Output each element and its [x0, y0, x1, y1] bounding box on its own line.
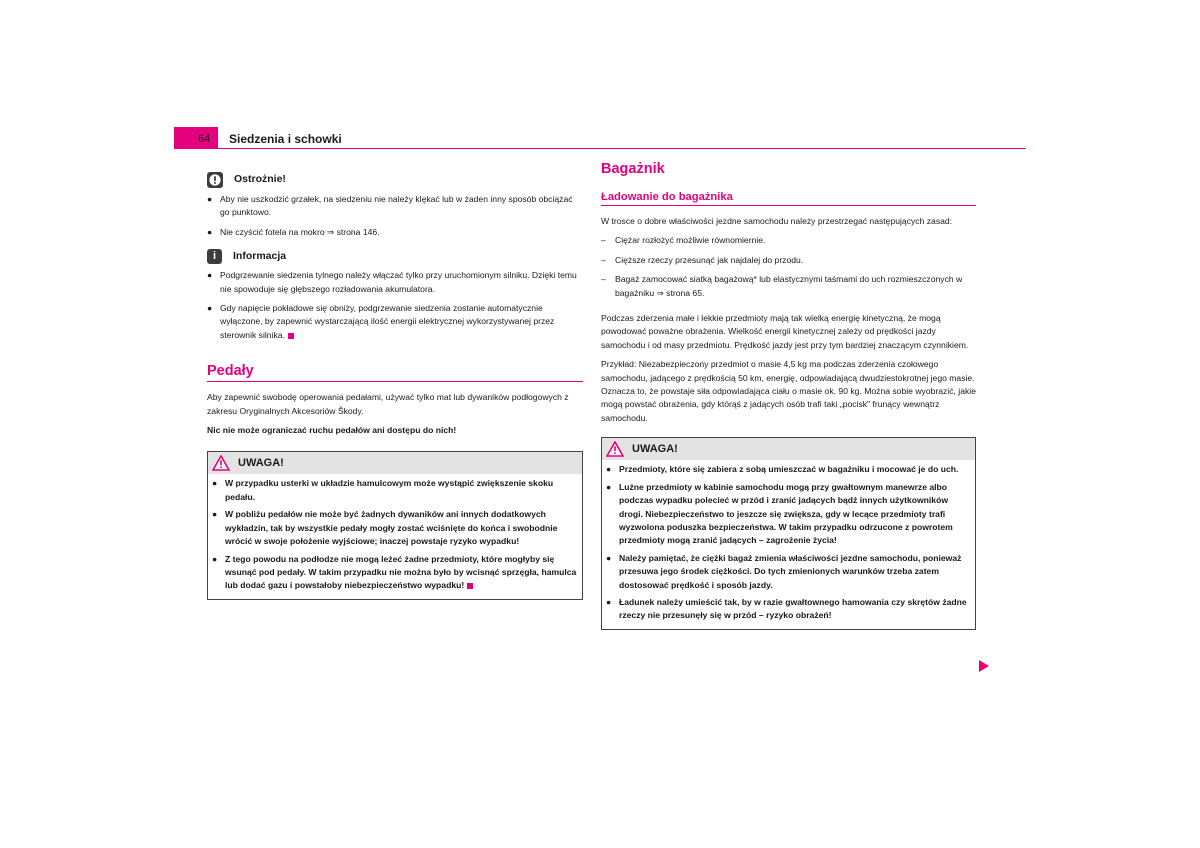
luggage-warning-box [601, 437, 976, 629]
warning-title: UWAGA! [632, 442, 678, 455]
warning-item: ● Z tego powodu na podłodze nie mogą leżeć żadne przedmioty, które mogłyby się wsunąć pod pedały. W takim przypadku nie można było by wcisnąć sprzęgła, hamulca lub dodać gazu i powstałoby niebezpieczeństwo wypadku! [212, 553, 577, 591]
header-rule [174, 148, 1026, 149]
warning-header [602, 438, 975, 460]
warning-item: ● Przedmioty, które się zabiera z sobą umieszczać w bagażniku i mocować je do uch. [606, 464, 959, 475]
end-marker [467, 583, 473, 589]
warning-triangle-icon [212, 455, 230, 471]
energy-paragraph: Podczas zderzenia małe i lekkie przedmioty mają tak wielką energię kinetyczną, że mogą powodować poważne obrażenia. Wielkość energii kinetycznej zależy od prędkości jazdy samochodu i od masy przedmiotu. Prędkość jazdy jest przy tym bardziej znaczącym czynnikiem. [601, 313, 969, 350]
info-item: ● Podgrzewanie siedzenia tylnego należy włączać tylko przy uruchomionym silniku. Dzięki temu nie spowoduje się głębszego rozładowania akumulatora. [207, 270, 577, 294]
warning-body [602, 460, 975, 628]
warning-title: UWAGA! [238, 456, 284, 469]
pedals-heading: Pedały [207, 363, 254, 380]
info-icon: i [207, 249, 222, 264]
luggage-heading: Bagażnik [601, 161, 665, 177]
loading-rule: – Bagaż zamocować siatką bagażową* lub elastycznymi taśmami do uch rozmieszczonych w bagażniku ⇒ strona 65. [601, 274, 963, 298]
warning-item: ● W przypadku usterki w układzie hamulcowym może wystąpić zwiększenie skoku pedału. [212, 478, 554, 502]
loading-intro: W trosce o dobre właściwości jezdne samochodu należy przestrzegać następujących zasad: [601, 216, 953, 226]
warning-item: ● Należy pamiętać, że ciężki bagaż zmienia właściwości jezdne samochodu, ponieważ przesuwa jego środek ciężkości. Do tych zmienionych warunków trzeba zatem dostosować prędkość i sposób jazdy. [606, 552, 962, 590]
info-title: Informacja [233, 250, 287, 263]
caution-header [207, 172, 583, 188]
info-header [207, 249, 583, 264]
right-column [601, 160, 976, 630]
pedals-heading-rule [207, 381, 583, 382]
warning-item: ● Ładunek należy umieścić tak, by w razie gwałtownego hamowania czy skrętów żadne rzeczy nie przesunęły się w przód – ryzyko obrażeń! [606, 596, 967, 621]
page-number-box [174, 127, 218, 149]
subheading-rule [601, 205, 976, 206]
pedals-paragraph: Aby zapewnić swobodę operowania pedałami, używać tylko mat lub dywaników podłogowych z zakresu Oryginalnych Akcesoriów Škody. [207, 392, 569, 416]
left-column [207, 170, 583, 600]
info-item: ● Gdy napięcie pokładowe się obniży, podgrzewanie siedzenia zostanie automatycznie wyłączone, by zapewnić wystarczającą ilość energii elektrycznej wykorzystywanej przez sterownik silnika. [207, 303, 555, 340]
example-paragraph: Przykład: Niezabezpieczony przedmiot o masie 4,5 kg ma podczas zderzenia czołowego samochodu, jadącego z prędkością 50 km, energię, odpowiadającą dwudziestokrotnej jego masie. Oznacza to, że powstaje siła odpowiadająca ciału o masie ok. 90 kg. Można sobie wyobrazić, jakie mogą powstać obrażenia, gdy którąś z jadących osób trafi taki „pocisk" frunący wewnątrz samochodu. [601, 359, 976, 423]
caution-item: ● Nie czyścić fotela na mokro ⇒ strona 146. [207, 226, 380, 237]
exclamation-circle-icon [207, 172, 223, 188]
warning-item: ● W pobliżu pedałów nie może być żadnych dywaników ani innych dodatkowych wykładzin, tak by wszystkie pedały mogły zostać wciśnięte do końca i swobodnie wrócić w swoje położenie wyjściowe; inaczej powstaje ryzyko wypadku! [212, 509, 558, 547]
loading-rule: – Cięższe rzeczy przesunąć jak najdalej do przodu. [601, 254, 804, 265]
caution-title: Ostrożnie! [234, 173, 286, 186]
warning-body [208, 474, 582, 598]
pedals-emphasis: Nic nie może ograniczać ruchu pedałów ani dostępu do nich! [207, 425, 457, 436]
loading-rule: – Ciężar rozłożyć możliwie równomiernie. [601, 235, 766, 246]
warning-item: ● Luźne przedmioty w kabinie samochodu mogą przy gwałtownym manewrze albo podczas wypadku polecieć w przód i zranić jadących bądź innych użytkowników drogi. Niebezpieczeństwo to jeszcze się zwiększa, gdy w lecące przedmioty trafi wyzwolona poduszka bezpieczeństwa. W takim przypadku odrzucone z powrotem przedmioty mogą zranić jadących – zagrożenie życia! [606, 481, 953, 546]
caution-item: ● Aby nie uszkodzić grzałek, na siedzeniu nie należy klękać lub w żaden inny sposób obciążać go punktowo. [207, 194, 573, 218]
page-number: 64 [198, 133, 211, 145]
end-marker [288, 333, 294, 339]
warning-header [208, 452, 582, 474]
running-title: Siedzenia i schowki [229, 132, 342, 146]
loading-subheading: Ładowanie do bagażnika [601, 191, 733, 203]
next-page-arrow-icon[interactable] [979, 660, 989, 672]
pedals-warning-box [207, 451, 583, 599]
warning-triangle-icon [606, 441, 624, 457]
